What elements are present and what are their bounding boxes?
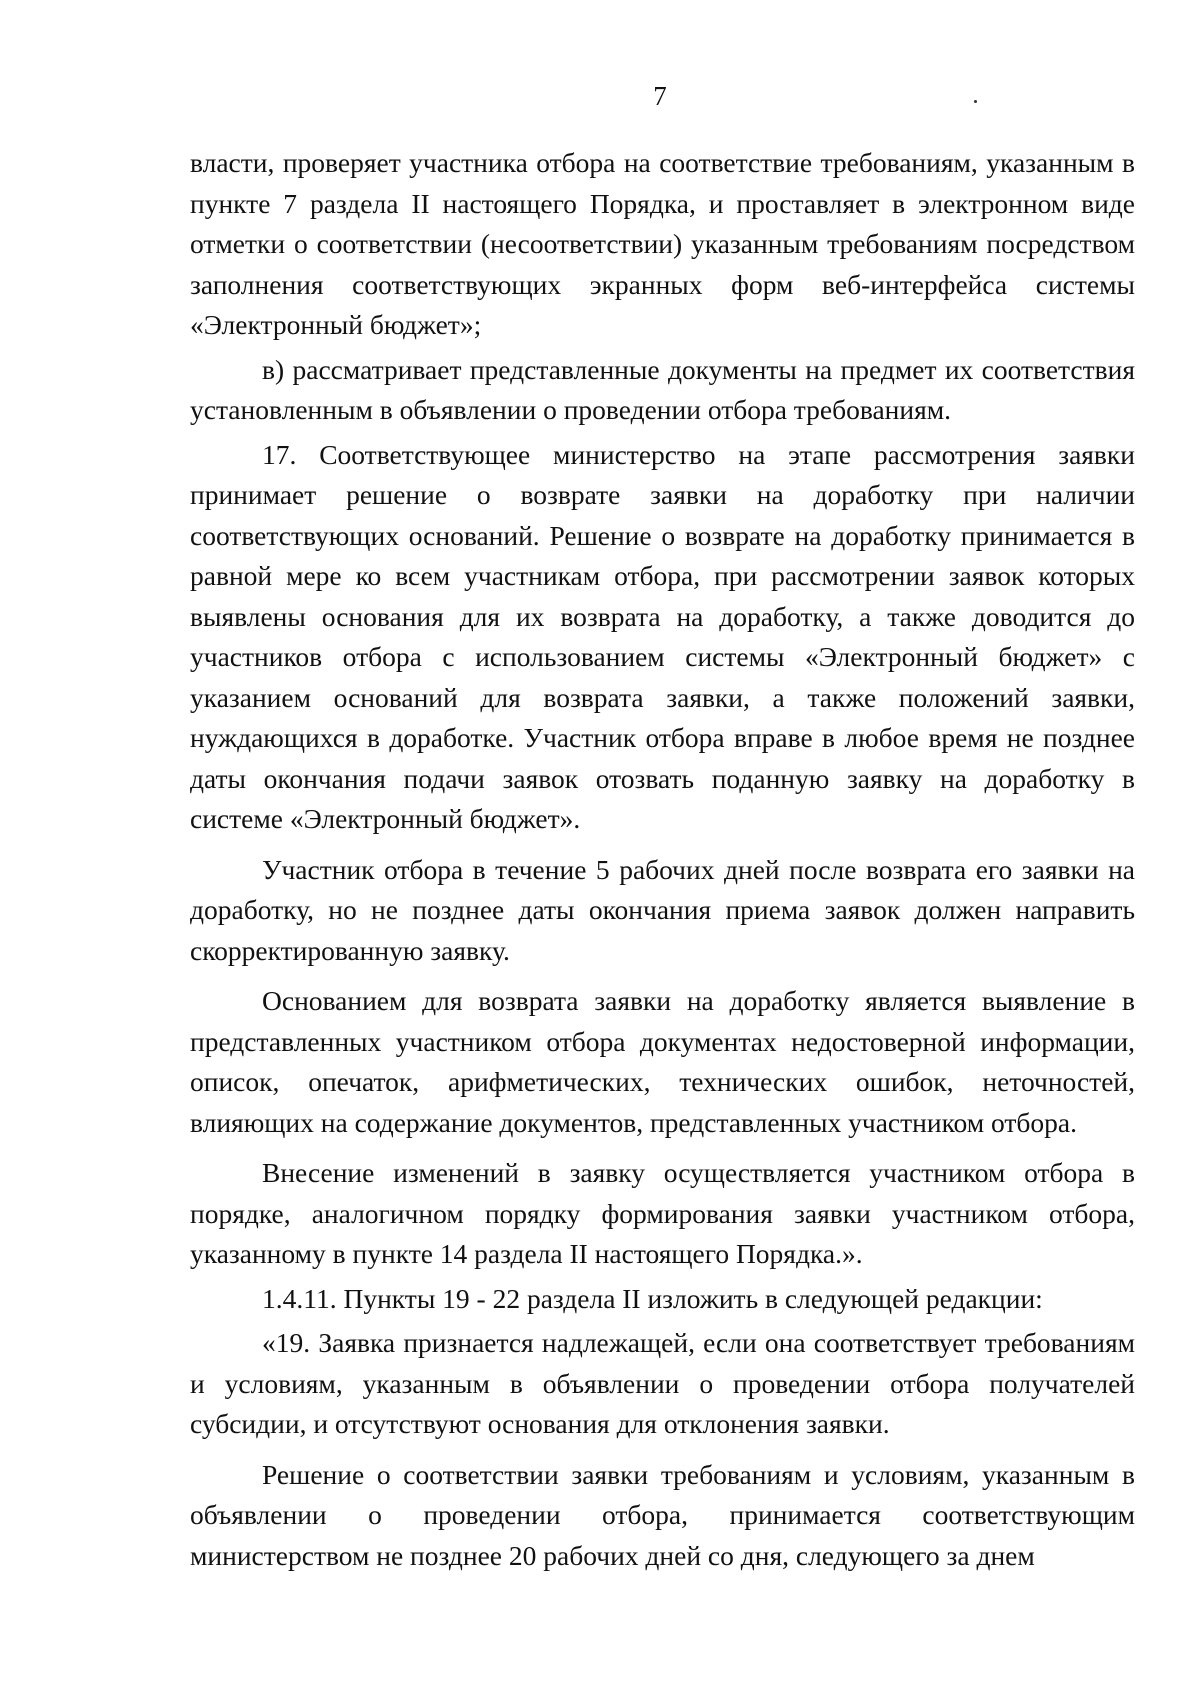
scan-speck [974,100,977,103]
paragraph-clause-1-4-11: 1.4.11. Пункты 19 - 22 раздела II изложить в следующей редакции: [262,1282,1043,1314]
paragraph-item-17: 17. Соответствующее министерство на этапе рассмотрения заявки принимает решение о возврате заявки на доработку при наличии соответствующих оснований. Решение о возврате на доработку принимается в равной мере ко всем участникам отбора, при рассмотрении заявок которых выявлены основания для их возврата на доработку, а также доводится до участников отбора с использованием системы «Электронный бюджет» с указанием оснований для возврата заявки, а также положений заявки, нуждающихся в доработке. Участник отбора вправе в любое время не позднее даты окончания подачи заявок отозвать поданную заявку на доработку в системе «Электронный бюджет». [190,438,1135,834]
document-body [190,143,1135,1576]
paragraph-amendments: Внесение изменений в заявку осуществляется участником отбора в порядке, аналогичном порядку формирования заявки участником отбора, указанному в пункте 14 раздела II настоящего Порядка.». [190,1157,1135,1269]
paragraph-return-grounds: Основанием для возврата заявки на доработку является выявление в представленных участником отбора документах недостоверной информации, описок, опечаток, арифметических, технических ошибок, неточностей, влияющих на содержание документов, представленных участником отбора. [190,985,1135,1138]
paragraph-subitem-v: в) рассматривает представленные документы на предмет их соответствия установленным в объявлении о проведении отбора требованиям. [190,353,1135,425]
page-number: 7 [653,81,667,111]
paragraph-resubmission: Участник отбора в течение 5 рабочих дней после возврата его заявки на доработку, но не позднее даты окончания приема заявок должен направить скорректированную заявку. [190,853,1135,966]
paragraph-item-19: «19. Заявка признается надлежащей, если она соответствует требованиям и условиям, указанным в объявлении о проведении отбора получателей субсидии, и отсутствуют основания для отклонения заявки. [190,1327,1135,1439]
paragraph-decision: Решение о соответствии заявки требованиям и условиям, указанным в объявлении о проведении отбора, принимается соответствующим министерством не позднее 20 рабочих дней со дня, следующего за днем [190,1458,1135,1571]
paragraph-continuation: власти, проверяет участника отбора на соответствие требованиям, указанным в пункте 7 раздела II настоящего Порядка, и проставляет в электронном виде отметки о соответствии (несоответствии) указанным требованиям посредством заполнения соответствующих экранных форм веб-интерфейса системы «Электронный бюджет»; [190,147,1135,340]
